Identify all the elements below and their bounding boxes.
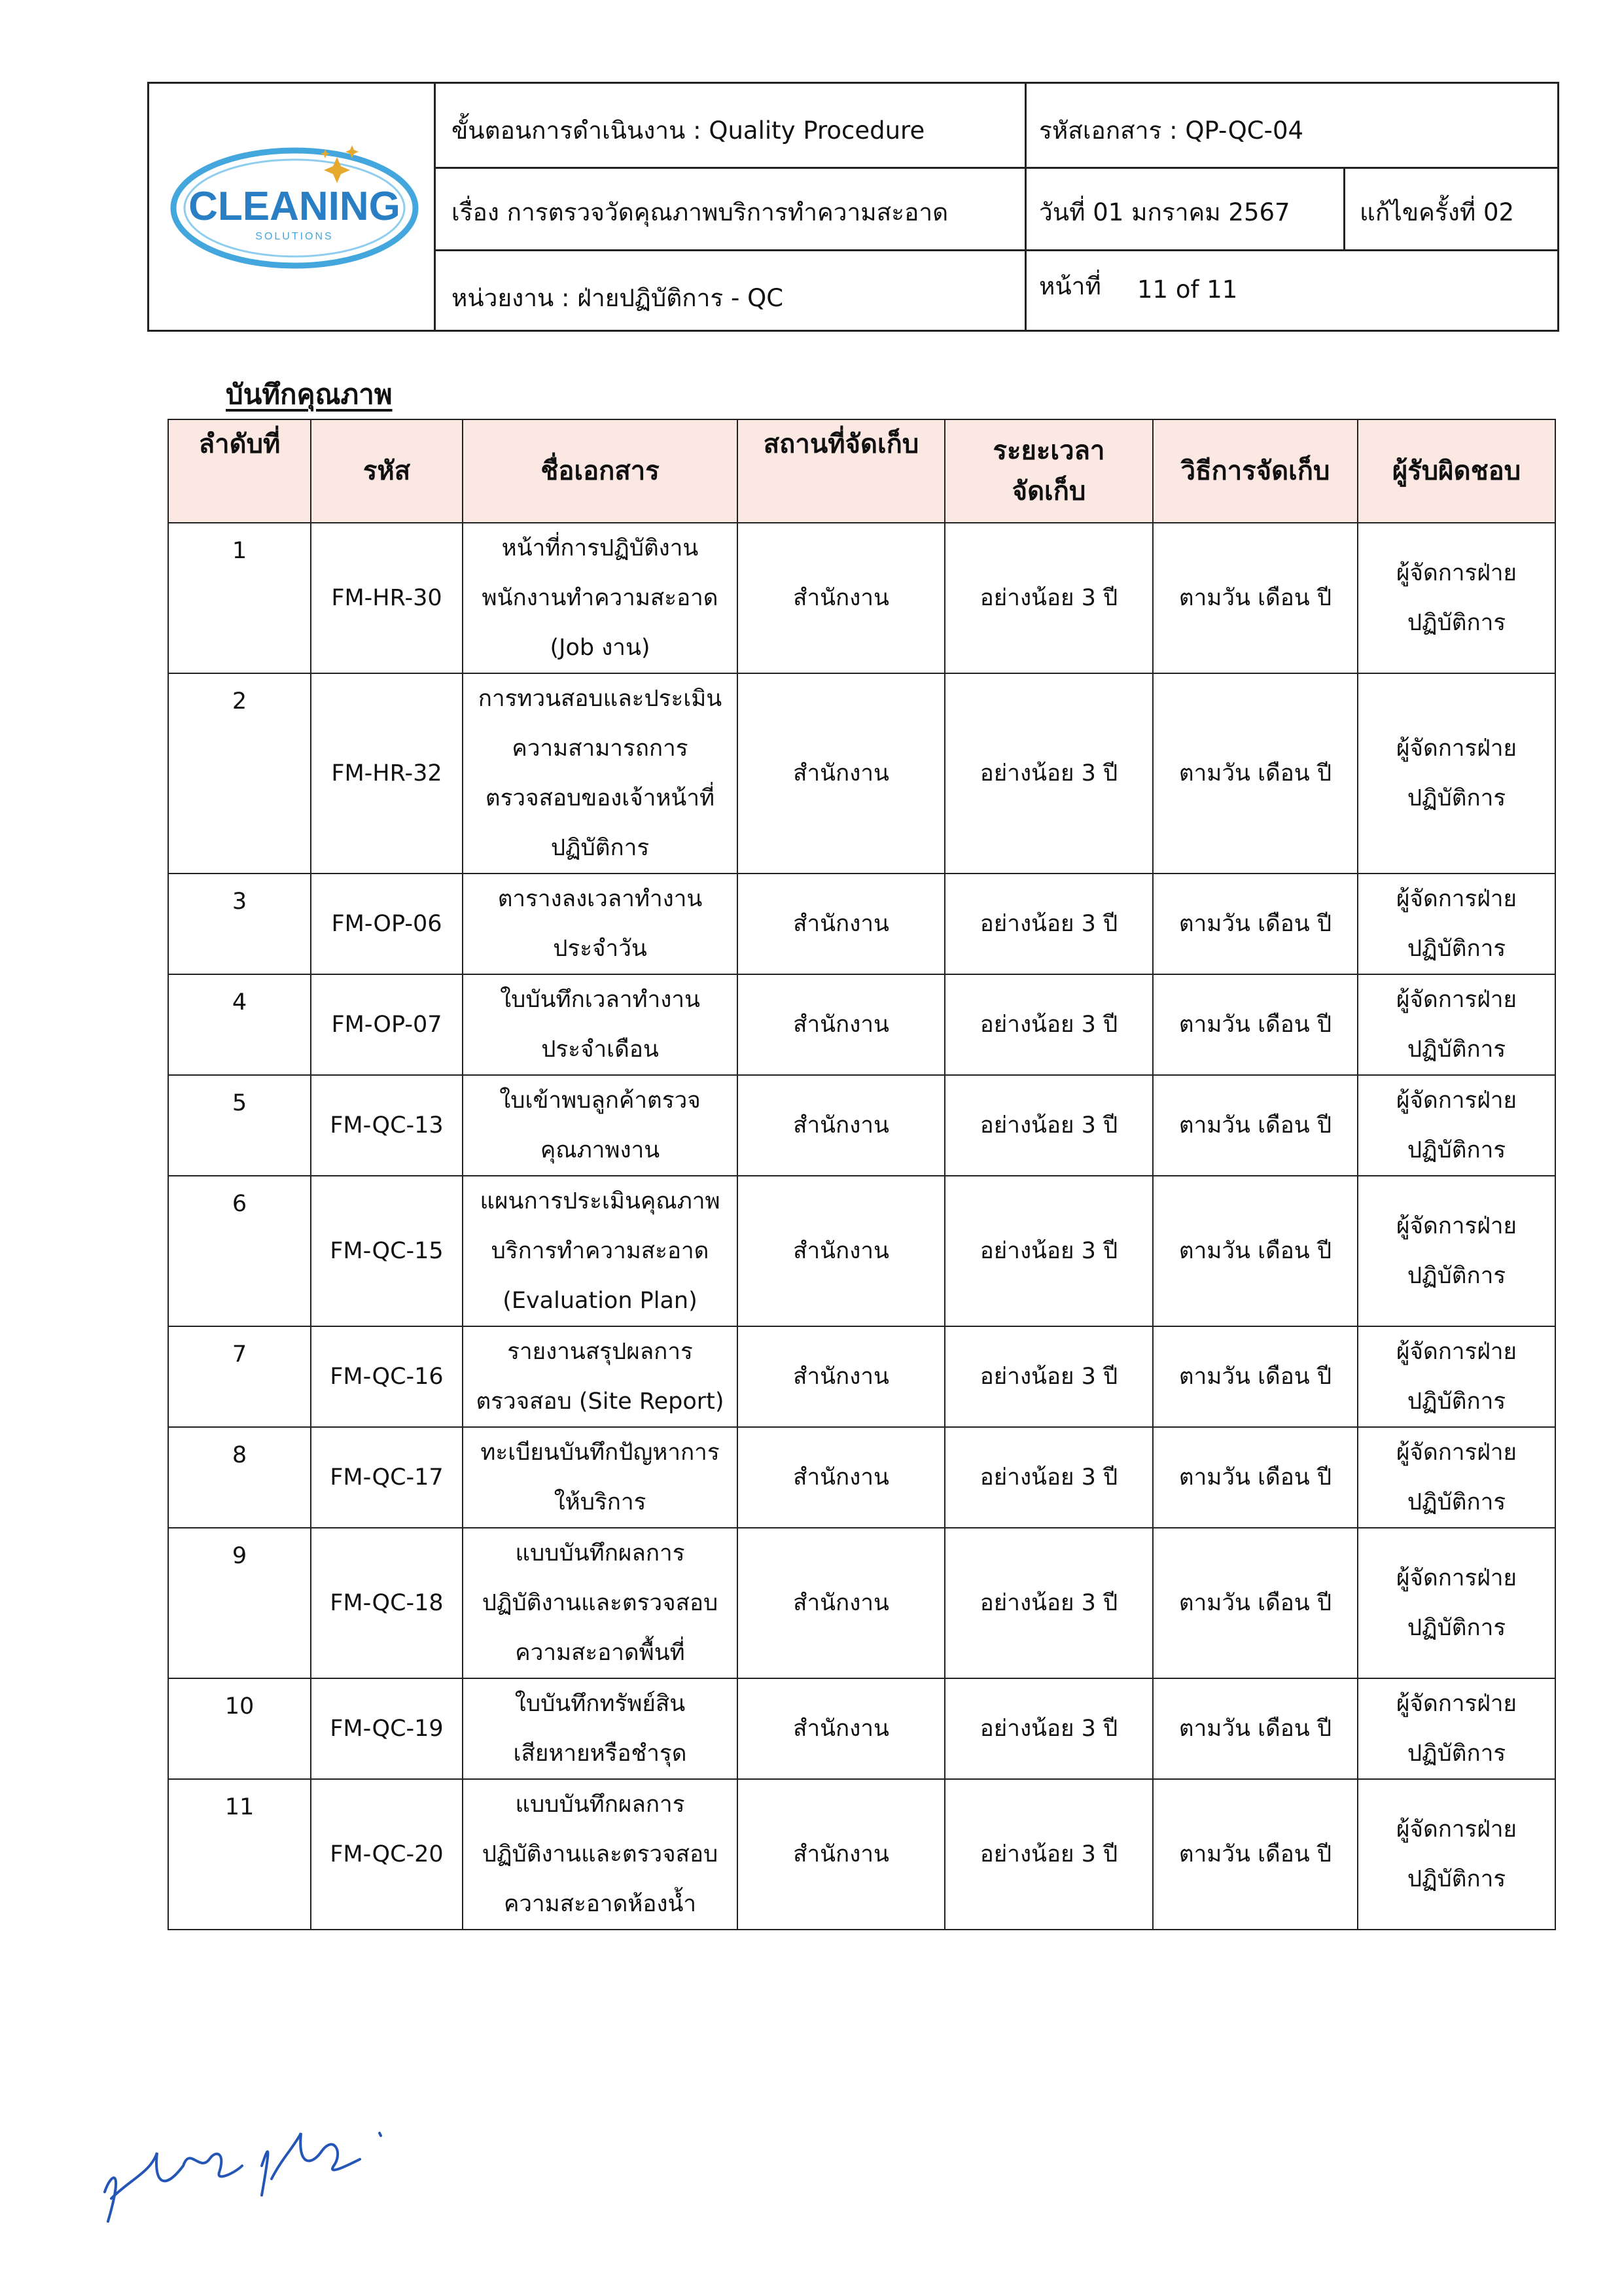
table-row xyxy=(168,1779,1555,1930)
cell-location: สำนักงาน xyxy=(737,1326,945,1427)
cell-method: ตามวัน เดือน ปี xyxy=(1153,1176,1358,1326)
cell-code: FM-QC-20 xyxy=(311,1779,463,1930)
table-row xyxy=(168,1326,1555,1427)
cell-period: อย่างน้อย 3 ปี xyxy=(945,1176,1153,1326)
cell-method: ตามวัน เดือน ปี xyxy=(1153,1427,1358,1528)
subject: เรื่อง การตรวจวัดคุณภาพบริการทำความสะอาด xyxy=(451,198,949,226)
cell-location: สำนักงาน xyxy=(737,1075,945,1176)
cell-code: FM-QC-18 xyxy=(311,1528,463,1678)
col-header-location: สถานที่จัดเก็บ xyxy=(737,419,945,523)
cell-owner-line: ผู้จัดการฝ่าย xyxy=(1396,560,1517,586)
col-header-owner: ผู้รับผิดชอบ xyxy=(1358,419,1555,523)
cell-period: อย่างน้อย 3 ปี xyxy=(945,1779,1153,1930)
cell-owner-line: ผู้จัดการฝ่าย xyxy=(1396,886,1517,912)
cell-owner-line: ผู้จัดการฝ่าย xyxy=(1396,1339,1517,1365)
cell-location: สำนักงาน xyxy=(737,874,945,974)
col-header-period: ระยะเวลา จัดเก็บ xyxy=(945,419,1153,523)
table-row xyxy=(168,523,1555,673)
cell-name xyxy=(463,673,737,874)
cell-period: อย่างน้อย 3 ปี xyxy=(945,874,1153,974)
cell-owner-line: ปฏิบัติการ xyxy=(1407,936,1506,962)
cell-name-line: ประจำวัน xyxy=(553,936,647,962)
cell-no: 10 xyxy=(168,1678,311,1779)
cell-name-line: (Evaluation Plan) xyxy=(503,1288,697,1314)
cell-location: สำนักงาน xyxy=(737,1779,945,1930)
cell-location: สำนักงาน xyxy=(737,523,945,673)
revision: แก้ไขครั้งที่ 02 xyxy=(1360,198,1515,226)
cell-no: 7 xyxy=(168,1326,311,1427)
table-row xyxy=(168,974,1555,1075)
cell-name xyxy=(463,1678,737,1779)
cell-name-line: หน้าที่การปฏิบัติงาน xyxy=(501,535,699,561)
cell-period: อย่างน้อย 3 ปี xyxy=(945,523,1153,673)
cell-name-line: แผนการประเมินคุณภาพ xyxy=(480,1188,720,1214)
cell-owner-line: ปฏิบัติการ xyxy=(1407,1137,1506,1163)
cell-owner xyxy=(1358,1427,1555,1528)
cell-owner-line: ปฏิบัติการ xyxy=(1407,1388,1506,1415)
cell-owner-line: ผู้จัดการฝ่าย xyxy=(1396,735,1517,762)
cell-name-line: ตารางลงเวลาทำงาน xyxy=(497,886,703,912)
cell-name-line: ปฏิบัติงานและตรวจสอบ xyxy=(482,1590,718,1616)
cell-no: 6 xyxy=(168,1176,311,1326)
col-header-no: ลำดับที่ xyxy=(168,419,311,523)
cell-owner xyxy=(1358,523,1555,673)
cell-owner-line: ปฏิบัติการ xyxy=(1407,1489,1506,1515)
cell-period: อย่างน้อย 3 ปี xyxy=(945,974,1153,1075)
table-row xyxy=(168,1075,1555,1176)
cell-name-line: รายงานสรุปผลการ xyxy=(507,1339,693,1365)
table-row xyxy=(168,673,1555,874)
page-label: หน้าที่ xyxy=(1039,272,1101,300)
cell-name-line: ตรวจสอบ (Site Report) xyxy=(476,1388,724,1415)
cell-name xyxy=(463,1528,737,1678)
document-header xyxy=(147,82,1559,332)
section-title: บันทึกคุณภาพ xyxy=(226,378,393,410)
cell-owner-line: ผู้จัดการฝ่าย xyxy=(1396,1213,1517,1239)
cell-code: FM-HR-32 xyxy=(311,673,463,874)
handwritten-signature xyxy=(85,2068,425,2238)
cell-no: 5 xyxy=(168,1075,311,1176)
table-header-row xyxy=(168,419,1555,523)
cell-period: อย่างน้อย 3 ปี xyxy=(945,1528,1153,1678)
cell-name xyxy=(463,1176,737,1326)
table-row xyxy=(168,1528,1555,1678)
cell-name-line: ให้บริการ xyxy=(554,1489,646,1515)
cell-owner-line: ปฏิบัติการ xyxy=(1407,785,1506,811)
cell-owner xyxy=(1358,1528,1555,1678)
cell-location: สำนักงาน xyxy=(737,974,945,1075)
cell-owner xyxy=(1358,1678,1555,1779)
cell-method: ตามวัน เดือน ปี xyxy=(1153,1779,1358,1930)
table-row xyxy=(168,874,1555,974)
cell-name-line: เสียหายหรือชำรุด xyxy=(513,1740,687,1767)
cell-name-line: แบบบันทึกผลการ xyxy=(515,1540,685,1566)
cell-name-line: ปฏิบัติการ xyxy=(550,835,650,861)
cell-code: FM-QC-19 xyxy=(311,1678,463,1779)
cell-name-line: ทะเบียนบันทึกปัญหาการ xyxy=(480,1439,720,1466)
cell-no: 1 xyxy=(168,523,311,673)
cell-name-line: ใบบันทึกทรัพย์สิน xyxy=(514,1691,686,1717)
cell-name-line: ความสะอาดห้องน้ำ xyxy=(503,1891,697,1917)
cell-name-line: แบบบันทึกผลการ xyxy=(515,1792,685,1818)
cell-period: อย่างน้อย 3 ปี xyxy=(945,673,1153,874)
cell-period: อย่างน้อย 3 ปี xyxy=(945,1075,1153,1176)
cell-code: FM-HR-30 xyxy=(311,523,463,673)
department: หน่วยงาน : ฝ่ายปฏิบัติการ - QC xyxy=(451,284,784,312)
cell-name xyxy=(463,1326,737,1427)
issue-date: วันที่ 01 มกราคม 2567 xyxy=(1039,198,1290,226)
page-value: 11 of 11 xyxy=(1137,275,1238,304)
cell-name-line: การทวนสอบและประเมิน xyxy=(478,686,722,712)
quality-records-table xyxy=(168,419,1556,1930)
cell-owner-line: ปฏิบัติการ xyxy=(1407,1740,1506,1767)
cell-owner xyxy=(1358,1326,1555,1427)
cell-name xyxy=(463,523,737,673)
cell-owner-line: ปฏิบัติการ xyxy=(1407,1866,1506,1892)
cell-code: FM-QC-15 xyxy=(311,1176,463,1326)
cell-name-line: บริการทำความสะอาด xyxy=(491,1238,709,1264)
cell-owner-line: ผู้จัดการฝ่าย xyxy=(1396,987,1517,1013)
cell-name xyxy=(463,1779,737,1930)
cell-name-line: ใบบันทึกเวลาทำงาน xyxy=(500,987,700,1013)
col-header-method: วิธีการจัดเก็บ xyxy=(1153,419,1358,523)
cell-method: ตามวัน เดือน ปี xyxy=(1153,1326,1358,1427)
cell-name-line: ใบเข้าพบลูกค้าตรวจ xyxy=(499,1087,701,1114)
cell-owner-line: ปฏิบัติการ xyxy=(1407,1263,1506,1289)
cell-code: FM-QC-13 xyxy=(311,1075,463,1176)
cell-period: อย่างน้อย 3 ปี xyxy=(945,1427,1153,1528)
cell-no: 4 xyxy=(168,974,311,1075)
cell-name-line: ความสะอาดพื้นที่ xyxy=(515,1640,685,1666)
cell-owner xyxy=(1358,874,1555,974)
cell-owner xyxy=(1358,1779,1555,1930)
cell-method: ตามวัน เดือน ปี xyxy=(1153,974,1358,1075)
cell-no: 3 xyxy=(168,874,311,974)
cell-code: FM-QC-16 xyxy=(311,1326,463,1427)
cell-method: ตามวัน เดือน ปี xyxy=(1153,1678,1358,1779)
cell-no: 2 xyxy=(168,673,311,874)
logo-cell xyxy=(149,84,436,330)
cell-method: ตามวัน เดือน ปี xyxy=(1153,874,1358,974)
cell-location: สำนักงาน xyxy=(737,673,945,874)
cell-code: FM-QC-17 xyxy=(311,1427,463,1528)
procedure-title: ขั้นตอนการดำเนินงาน : Quality Procedure xyxy=(451,116,925,145)
cell-name xyxy=(463,874,737,974)
doc-code: รหัสเอกสาร : QP-QC-04 xyxy=(1039,116,1304,145)
table-row xyxy=(168,1678,1555,1779)
cell-owner xyxy=(1358,1176,1555,1326)
cell-no: 9 xyxy=(168,1528,311,1678)
cell-owner-line: ผู้จัดการฝ่าย xyxy=(1396,1565,1517,1591)
cell-name xyxy=(463,974,737,1075)
cell-method: ตามวัน เดือน ปี xyxy=(1153,1528,1358,1678)
cell-owner-line: ผู้จัดการฝ่าย xyxy=(1396,1087,1517,1114)
cell-name-line: (Job งาน) xyxy=(550,635,650,661)
cell-name-line: ประจำเดือน xyxy=(541,1036,659,1063)
cell-period: อย่างน้อย 3 ปี xyxy=(945,1326,1153,1427)
cell-location: สำนักงาน xyxy=(737,1678,945,1779)
cell-name xyxy=(463,1427,737,1528)
cell-name xyxy=(463,1075,737,1176)
cell-code: FM-OP-07 xyxy=(311,974,463,1075)
cell-owner-line: ปฏิบัติการ xyxy=(1407,1036,1506,1063)
cell-name-line: พนักงานทำความสะอาด xyxy=(482,585,718,611)
cell-name-line: คุณภาพงาน xyxy=(540,1137,660,1163)
cell-name-line: ความสามารถการ xyxy=(512,735,688,762)
cleaning-solutions-logo xyxy=(166,123,424,287)
cell-method: ตามวัน เดือน ปี xyxy=(1153,673,1358,874)
cell-owner xyxy=(1358,673,1555,874)
cell-no: 8 xyxy=(168,1427,311,1528)
cell-no: 11 xyxy=(168,1779,311,1930)
cell-name-line: ปฏิบัติงานและตรวจสอบ xyxy=(482,1841,718,1867)
cell-owner-line: ปฏิบัติการ xyxy=(1407,1615,1506,1641)
cell-owner-line: ผู้จัดการฝ่าย xyxy=(1396,1816,1517,1843)
col-header-code: รหัส xyxy=(311,419,463,523)
cell-location: สำนักงาน xyxy=(737,1427,945,1528)
cell-method: ตามวัน เดือน ปี xyxy=(1153,523,1358,673)
logo-sub: SOLUTIONS xyxy=(255,231,334,242)
logo-word: CLEANING xyxy=(188,184,400,229)
table-row xyxy=(168,1176,1555,1326)
cell-owner-line: ปฏิบัติการ xyxy=(1407,610,1506,636)
cell-period: อย่างน้อย 3 ปี xyxy=(945,1678,1153,1779)
cell-owner xyxy=(1358,1075,1555,1176)
cell-owner-line: ผู้จัดการฝ่าย xyxy=(1396,1691,1517,1717)
col-header-name: ชื่อเอกสาร xyxy=(463,419,737,523)
cell-name-line: ตรวจสอบของเจ้าหน้าที่ xyxy=(485,785,715,811)
table-row xyxy=(168,1427,1555,1528)
cell-location: สำนักงาน xyxy=(737,1528,945,1678)
cell-owner-line: ผู้จัดการฝ่าย xyxy=(1396,1439,1517,1466)
cell-owner xyxy=(1358,974,1555,1075)
cell-location: สำนักงาน xyxy=(737,1176,945,1326)
cell-code: FM-OP-06 xyxy=(311,874,463,974)
cell-method: ตามวัน เดือน ปี xyxy=(1153,1075,1358,1176)
